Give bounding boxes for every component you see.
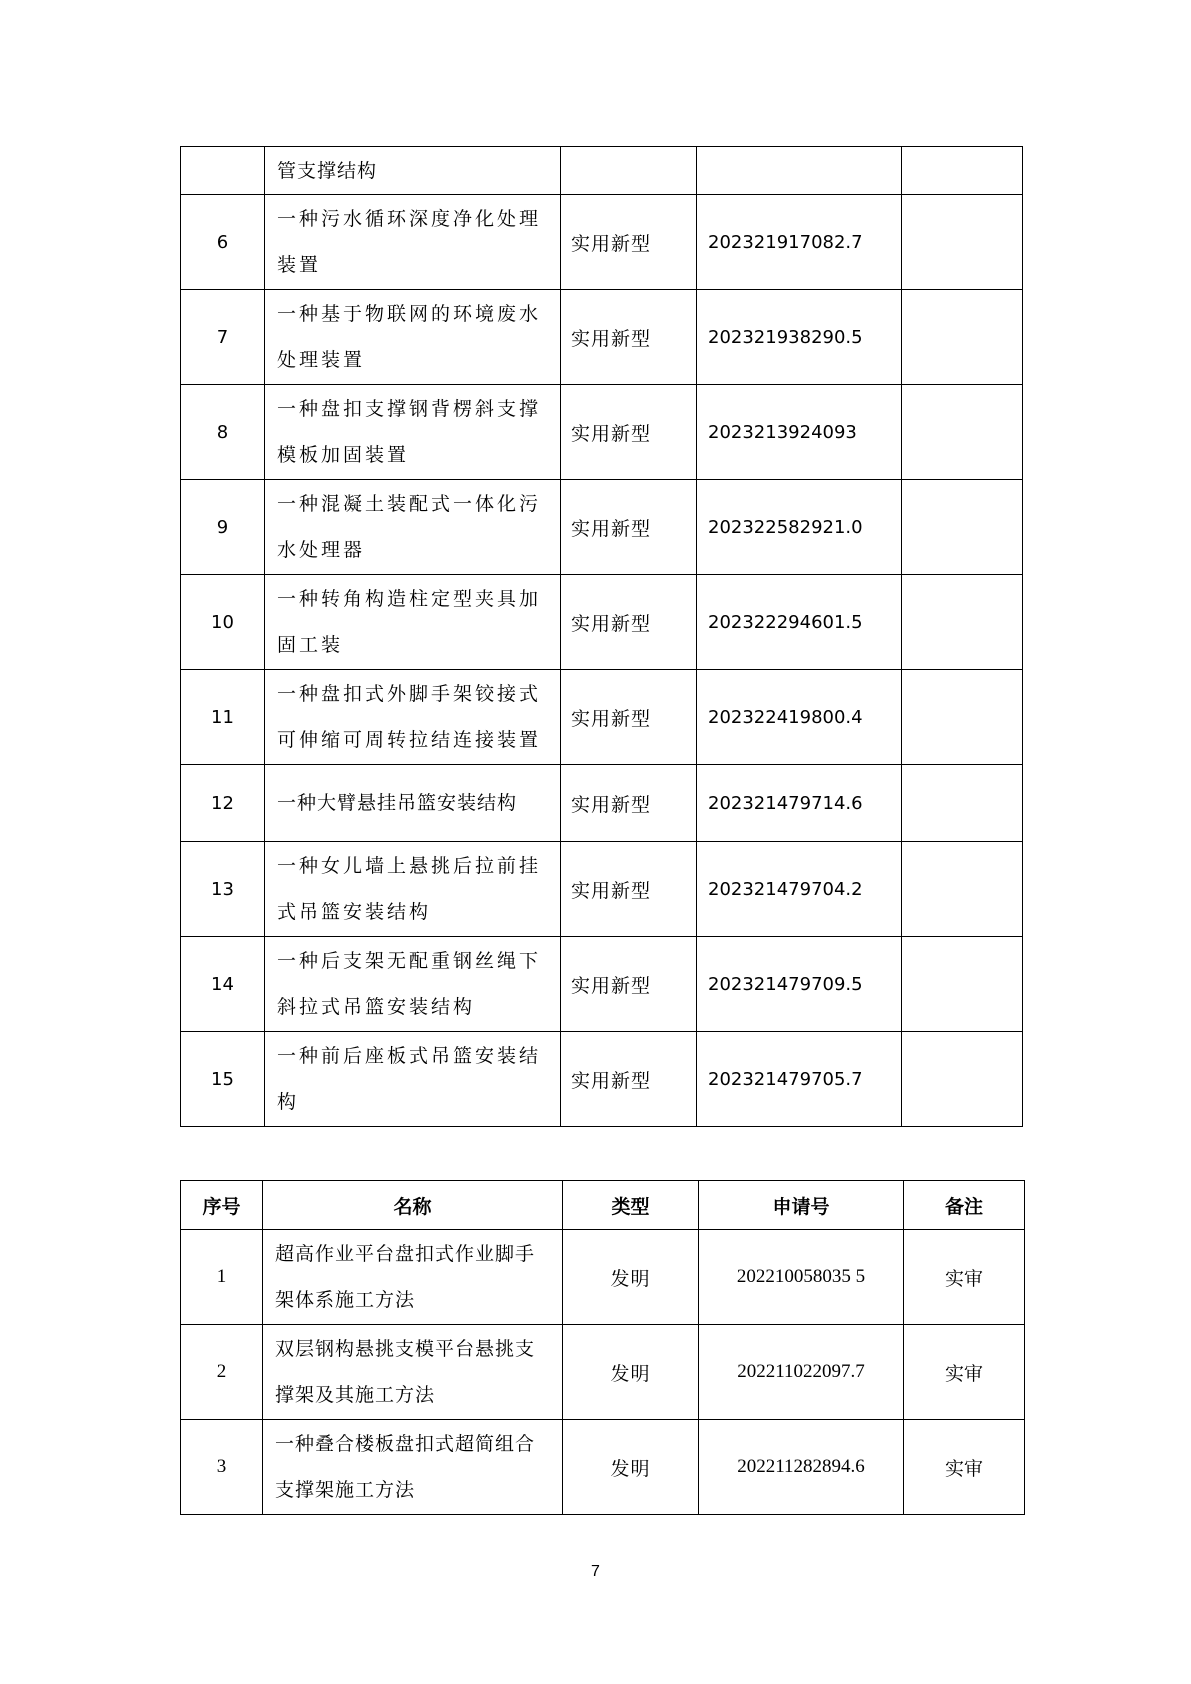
row-number: 13 xyxy=(181,842,265,937)
row-number: 6 xyxy=(181,195,265,290)
patent-name: 一种女儿墙上悬挑后拉前挂式吊篮安装结构 xyxy=(265,842,561,937)
remark: 实审 xyxy=(904,1325,1025,1420)
table-row xyxy=(181,575,1023,670)
patent-type: 实用新型 xyxy=(561,937,697,1032)
row-number: 10 xyxy=(181,575,265,670)
patent-type: 实用新型 xyxy=(561,670,697,765)
row-number: 3 xyxy=(181,1420,263,1515)
table-row xyxy=(181,1032,1023,1127)
application-number: 202321479714.6 xyxy=(697,765,902,842)
remark xyxy=(902,147,1023,195)
table-row xyxy=(181,937,1023,1032)
application-number: 202321479705.7 xyxy=(697,1032,902,1127)
remark xyxy=(902,575,1023,670)
application-number: 2023213924093 xyxy=(697,385,902,480)
row-number: 12 xyxy=(181,765,265,842)
patent-type: 实用新型 xyxy=(561,290,697,385)
application-number: 202321938290.5 xyxy=(697,290,902,385)
application-number: 202210058035 5 xyxy=(699,1230,904,1325)
patent-type: 实用新型 xyxy=(561,842,697,937)
remark xyxy=(902,195,1023,290)
remark: 实审 xyxy=(904,1420,1025,1515)
patent-type xyxy=(561,147,697,195)
application-number: 202322294601.5 xyxy=(697,575,902,670)
patent-name: 一种叠合楼板盘扣式超简组合支撑架施工方法 xyxy=(263,1420,563,1515)
table-row xyxy=(181,1420,1025,1515)
table-row xyxy=(181,290,1023,385)
table-row xyxy=(181,670,1023,765)
invention-patent-table xyxy=(180,1180,1025,1515)
page-number: 7 xyxy=(591,1563,600,1580)
patent-name: 一种后支架无配重钢丝绳下斜拉式吊篮安装结构 xyxy=(265,937,561,1032)
patent-type: 发明 xyxy=(563,1420,699,1515)
header-remark: 备注 xyxy=(904,1181,1025,1230)
patent-type: 实用新型 xyxy=(561,480,697,575)
patent-type: 发明 xyxy=(563,1325,699,1420)
remark: 实审 xyxy=(904,1230,1025,1325)
remark xyxy=(902,842,1023,937)
row-number: 1 xyxy=(181,1230,263,1325)
row-number: 8 xyxy=(181,385,265,480)
table-row xyxy=(181,480,1023,575)
header-name: 名称 xyxy=(263,1181,563,1230)
table-row xyxy=(181,765,1023,842)
header-type: 类型 xyxy=(563,1181,699,1230)
table-row xyxy=(181,1325,1025,1420)
table-row xyxy=(181,1230,1025,1325)
patent-name: 双层钢构悬挑支模平台悬挑支撑架及其施工方法 xyxy=(263,1325,563,1420)
table-row xyxy=(181,842,1023,937)
application-number: 202321479704.2 xyxy=(697,842,902,937)
row-number: 7 xyxy=(181,290,265,385)
patent-name: 一种前后座板式吊篮安装结构 xyxy=(265,1032,561,1127)
patent-name: 一种转角构造柱定型夹具加固工装 xyxy=(265,575,561,670)
remark xyxy=(902,670,1023,765)
table-row xyxy=(181,147,1023,195)
row-number: 14 xyxy=(181,937,265,1032)
table-row xyxy=(181,195,1023,290)
patent-table-continued xyxy=(180,146,1023,1127)
patent-type: 实用新型 xyxy=(561,575,697,670)
table-row xyxy=(181,385,1023,480)
application-number: 202211282894.6 xyxy=(699,1420,904,1515)
patent-name: 一种盘扣式外脚手架铰接式可伸缩可周转拉结连接装置 xyxy=(265,670,561,765)
row-number xyxy=(181,147,265,195)
patent-type: 实用新型 xyxy=(561,1032,697,1127)
patent-type: 实用新型 xyxy=(561,765,697,842)
patent-type: 发明 xyxy=(563,1230,699,1325)
header-application-number: 申请号 xyxy=(699,1181,904,1230)
application-number: 202322419800.4 xyxy=(697,670,902,765)
application-number: 202322582921.0 xyxy=(697,480,902,575)
patent-name: 一种大臂悬挂吊篮安装结构 xyxy=(265,765,561,842)
application-number: 202321917082.7 xyxy=(697,195,902,290)
patent-name: 一种污水循环深度净化处理装置 xyxy=(265,195,561,290)
remark xyxy=(902,1032,1023,1127)
patent-name: 一种混凝土装配式一体化污水处理器 xyxy=(265,480,561,575)
patent-name: 一种基于物联网的环境废水处理装置 xyxy=(265,290,561,385)
patent-name: 管支撑结构 xyxy=(265,147,561,195)
table-header-row xyxy=(181,1181,1025,1230)
remark xyxy=(902,385,1023,480)
row-number: 2 xyxy=(181,1325,263,1420)
remark xyxy=(902,290,1023,385)
remark xyxy=(902,937,1023,1032)
row-number: 11 xyxy=(181,670,265,765)
application-number xyxy=(697,147,902,195)
header-number: 序号 xyxy=(181,1181,263,1230)
patent-name: 一种盘扣支撑钢背楞斜支撑模板加固装置 xyxy=(265,385,561,480)
patent-type: 实用新型 xyxy=(561,385,697,480)
application-number: 202211022097.7 xyxy=(699,1325,904,1420)
row-number: 15 xyxy=(181,1032,265,1127)
application-number: 202321479709.5 xyxy=(697,937,902,1032)
row-number: 9 xyxy=(181,480,265,575)
patent-name: 超高作业平台盘扣式作业脚手架体系施工方法 xyxy=(263,1230,563,1325)
remark xyxy=(902,765,1023,842)
patent-type: 实用新型 xyxy=(561,195,697,290)
remark xyxy=(902,480,1023,575)
